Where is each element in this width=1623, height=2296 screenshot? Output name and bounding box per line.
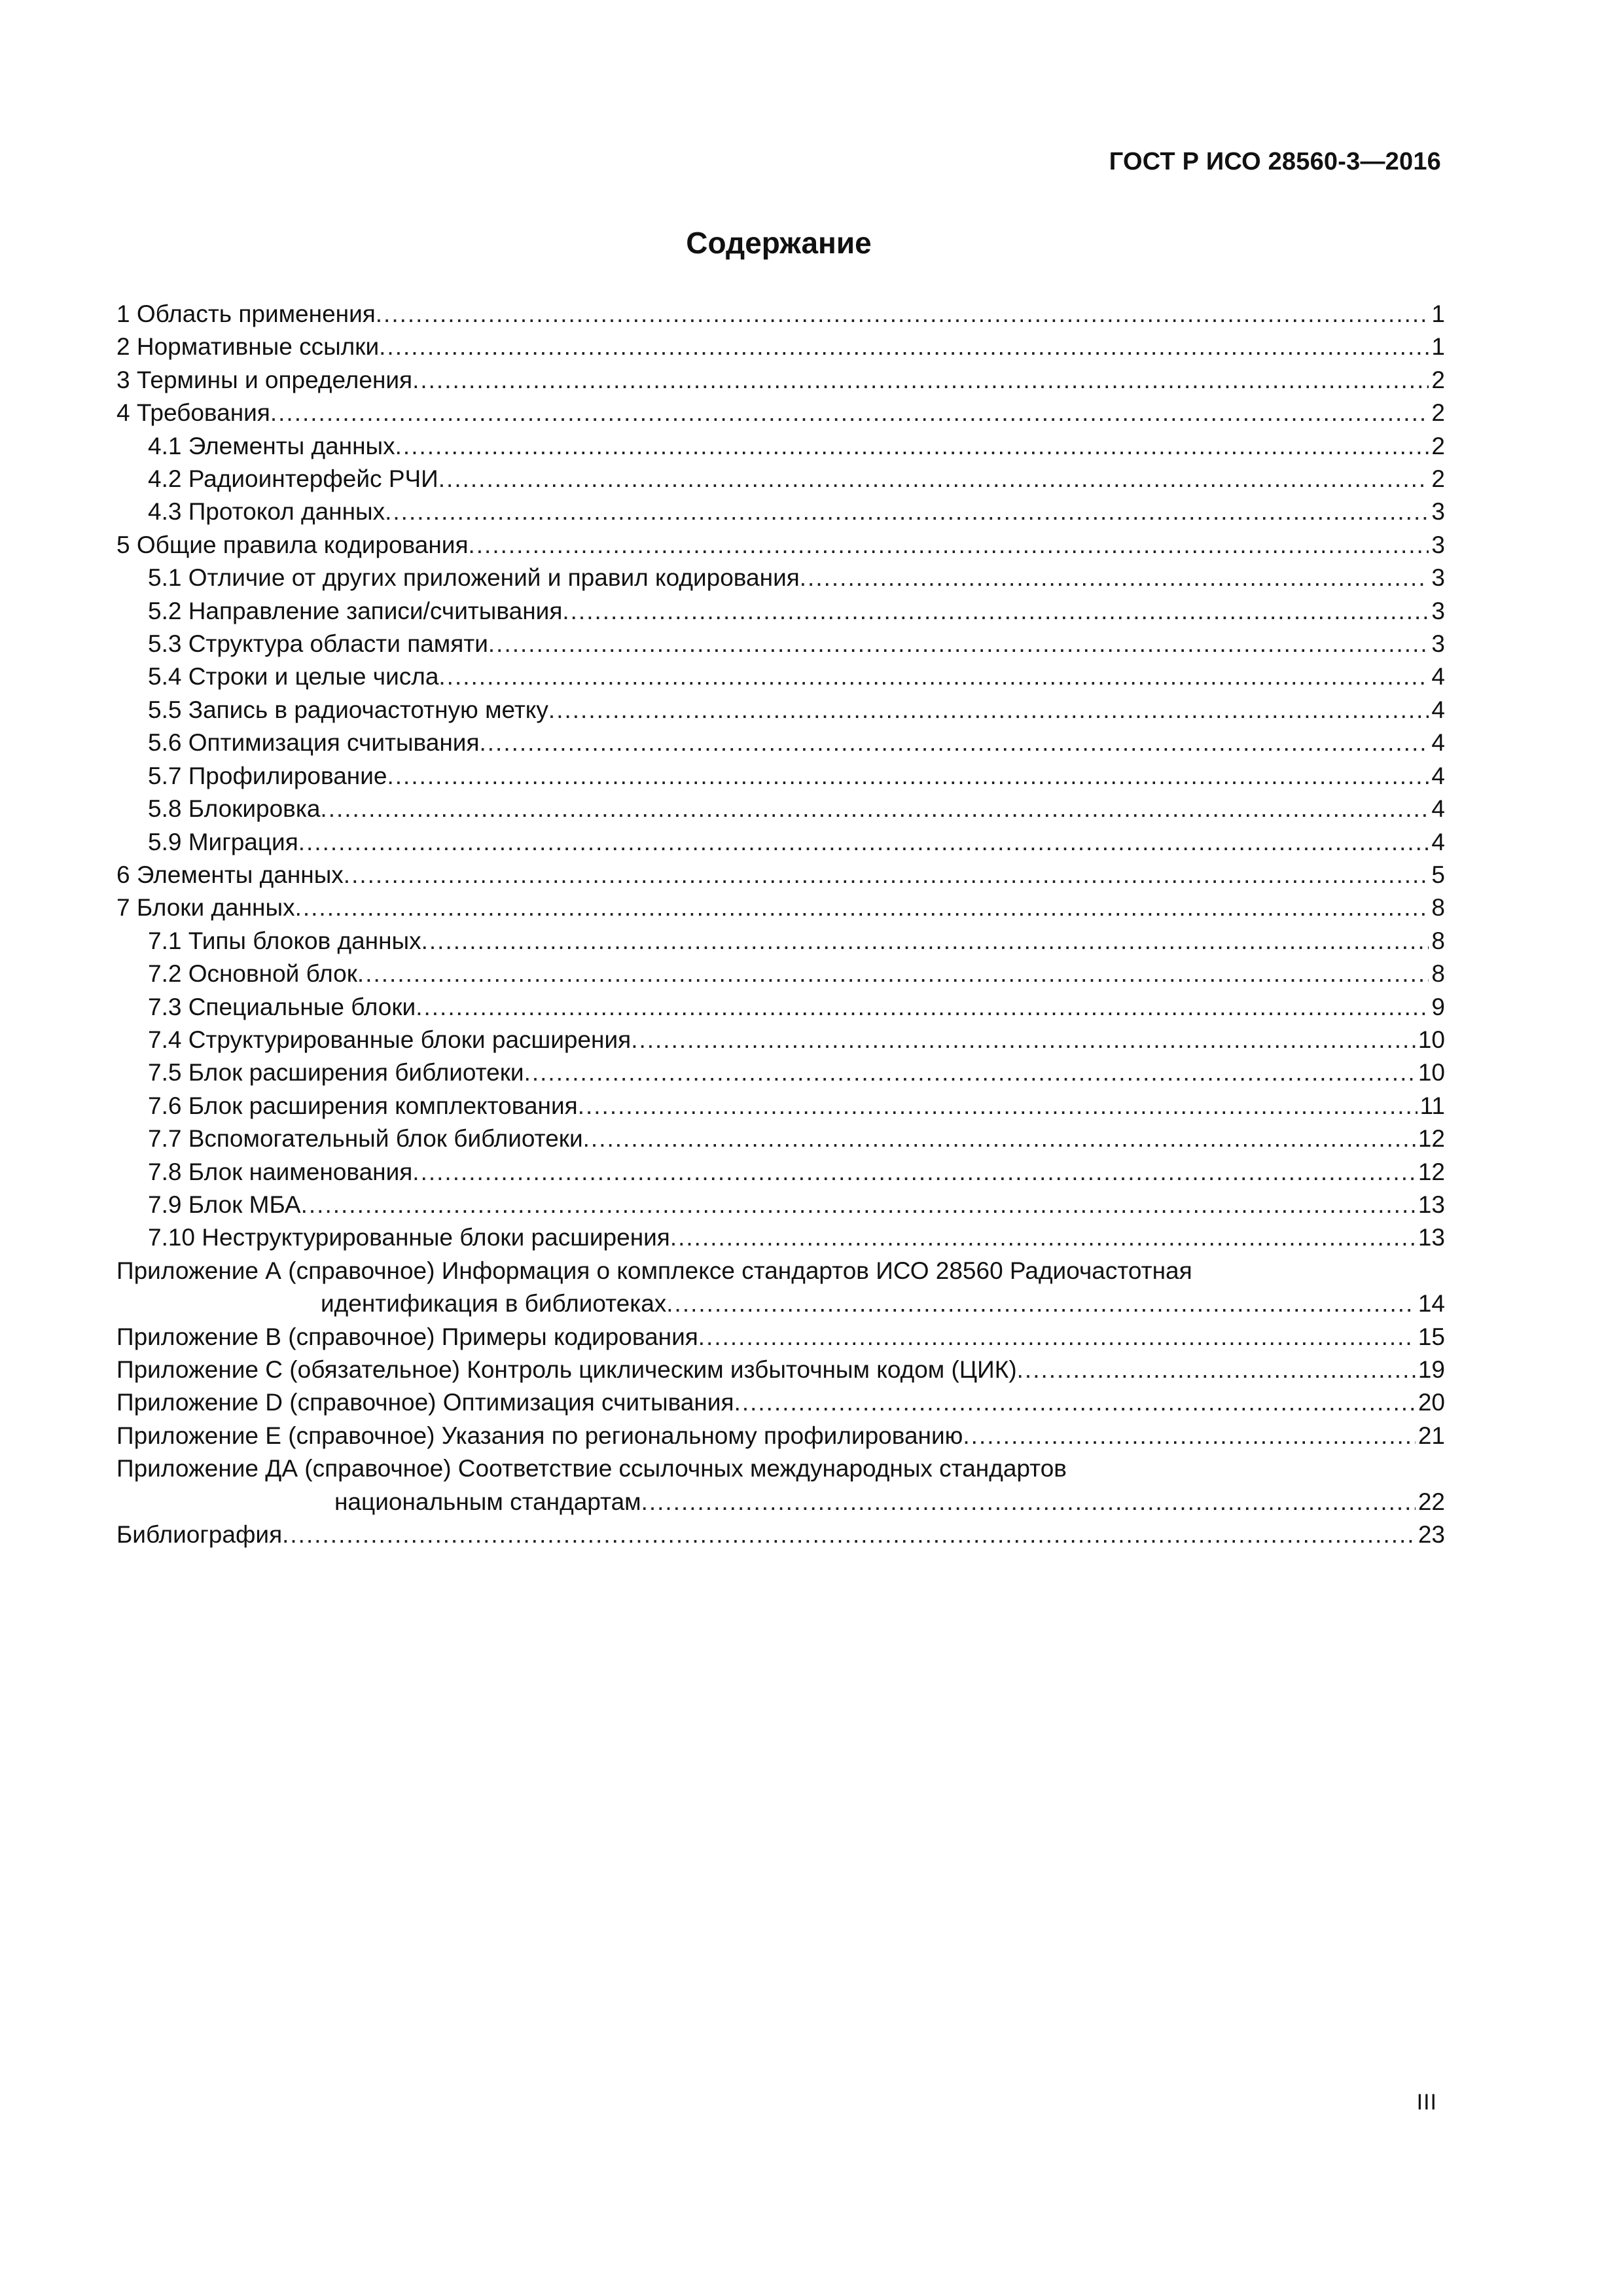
toc-entry-page: 4 [1431,729,1445,757]
toc-entry-label: Библиография [116,1521,283,1549]
toc-entry-label: 4 Требования [116,399,270,427]
toc-entry-label: 5.5 Запись в радиочастотную метку [148,696,548,723]
table-of-contents [116,298,1445,1551]
dot-leader [438,660,1429,693]
toc-subentry[interactable] [116,826,1445,859]
toc-entry-page: 8 [1431,927,1445,954]
toc-entry-label-line1: Приложение А (справочное) Информация о комплексе стандартов ИСО 28560 Радиочастотная [116,1257,1192,1284]
dot-leader [963,1420,1415,1452]
toc-subentry[interactable] [116,991,1445,1024]
toc-entry-label: 7.5 Блок расширения библиотеки [148,1059,524,1086]
toc-entry-label: 2 Нормативные ссылки [116,333,380,361]
dot-leader [412,1156,1416,1189]
toc-entry[interactable] [116,891,1445,924]
toc-entry-label: 7.3 Специальные блоки [148,993,416,1020]
dot-leader [270,397,1429,429]
dot-leader [298,826,1429,859]
toc-entry-label-line1: Приложение ДА (справочное) Соответствие ссылочных международных стандартов [116,1455,1067,1482]
dot-leader [469,529,1429,562]
toc-entry-page: 2 [1431,366,1445,393]
toc-subentry[interactable] [116,694,1445,726]
toc-entry-label: Приложение Е (справочное) Указания по региональному профилированию [116,1422,963,1449]
toc-entry-label: 7.6 Блок расширения комплектования [148,1092,578,1119]
toc-entry-page: 12 [1418,1125,1445,1153]
toc-subentry[interactable] [116,562,1445,594]
toc-entry-label: 4.2 Радиоинтерфейс РЧИ [148,465,438,493]
toc-subentry[interactable] [116,595,1445,628]
toc-entry-label-line2: национальным стандартам [334,1488,641,1515]
toc-entry-page: 13 [1418,1224,1445,1251]
toc-entry[interactable] [116,397,1445,429]
toc-entry[interactable] [116,298,1445,331]
toc-entry-page: 8 [1431,960,1445,988]
toc-entry[interactable] [116,364,1445,397]
toc-entry-page: 3 [1431,498,1445,526]
toc-appendix-entry[interactable] [116,1420,1445,1452]
toc-entry-label: 5.2 Направление записи/считывания [148,597,563,624]
dot-leader [416,991,1429,1024]
toc-entry-page: 1 [1431,333,1445,361]
dot-leader [438,463,1429,495]
toc-subentry[interactable] [116,1056,1445,1089]
toc-entry-label: 5.7 Профилирование [148,762,387,789]
toc-entry-page: 4 [1431,828,1445,855]
toc-entry[interactable] [116,331,1445,363]
page-number: III [1416,2090,1437,2115]
dot-leader [320,793,1429,825]
dot-leader [583,1122,1416,1155]
toc-subentry[interactable] [116,463,1445,495]
toc-entry-label: 5.8 Блокировка [148,795,321,823]
toc-subentry[interactable] [116,1024,1445,1056]
toc-entry-label: 7.10 Неструктурированные блоки расширения [148,1224,670,1251]
toc-entry-page: 10 [1418,1026,1445,1053]
toc-entry-label: 7.1 Типы блоков данных [148,927,421,954]
toc-subentry[interactable] [116,1090,1445,1122]
toc-entry-page: 12 [1418,1158,1445,1185]
dot-leader [698,1321,1416,1354]
toc-entry-label: 1 Область применения [116,300,376,327]
dot-leader [734,1386,1416,1419]
dot-leader [301,1189,1416,1221]
dot-leader [524,1056,1416,1089]
dot-leader [344,859,1429,891]
dot-leader [376,298,1429,331]
dot-leader [666,1287,1416,1320]
toc-subentry[interactable] [116,430,1445,463]
toc-entry-page: 4 [1431,696,1445,723]
toc-subentry[interactable] [116,1189,1445,1221]
toc-entry-page: 1 [1431,300,1445,327]
toc-appendix-entry[interactable] [116,1354,1445,1386]
dot-leader [282,1518,1416,1551]
dot-leader [548,694,1429,726]
dot-leader [578,1090,1418,1122]
toc-entry-page: 23 [1418,1521,1445,1549]
toc-entry-page: 4 [1431,663,1445,691]
toc-entry-label: 5.3 Структура области памяти [148,630,488,658]
dot-leader [387,760,1429,793]
toc-title: Содержание [686,226,872,260]
dot-leader [1017,1354,1416,1386]
toc-entry-label: 7.9 Блок МБА [148,1191,301,1218]
toc-subentry[interactable] [116,925,1445,958]
toc-entry-label: 5 Общие правила кодирования [116,531,469,558]
toc-entry-label: 7.2 Основной блок [148,960,357,988]
toc-subentry[interactable] [116,660,1445,693]
toc-subentry[interactable] [116,793,1445,825]
toc-subentry[interactable] [116,1156,1445,1189]
toc-entry-page: 2 [1431,432,1445,459]
toc-entry-page: 3 [1431,630,1445,658]
toc-entry-page: 3 [1431,531,1445,558]
toc-appendix-entry[interactable] [116,1255,1445,1321]
toc-entry-label: 6 Элементы данных [116,861,344,888]
toc-entry-page: 5 [1431,861,1445,888]
toc-entry-label: 7.7 Вспомогательный блок библиотеки [148,1125,583,1153]
toc-subentry[interactable] [116,1221,1445,1254]
toc-entry-page: 8 [1431,894,1445,922]
toc-entry-page: 3 [1431,597,1445,624]
toc-entry-label: 7.4 Структурированные блоки расширения [148,1026,632,1053]
toc-appendix-entry[interactable] [116,1386,1445,1419]
toc-entry-page: 13 [1418,1191,1445,1218]
toc-entry-label: 4.1 Элементы данных [148,432,395,459]
toc-entry-label: Приложение В (справочное) Примеры кодирования [116,1323,698,1350]
dot-leader [379,331,1429,363]
dot-leader [480,726,1429,759]
toc-entry-page: 21 [1418,1422,1445,1449]
toc-subentry[interactable] [116,1122,1445,1155]
toc-entry-label: 5.4 Строки и целые числа [148,663,439,691]
toc-entry-label: Приложение D (справочное) Оптимизация считывания [116,1389,734,1416]
toc-entry-page: 15 [1418,1323,1445,1350]
dot-leader [562,595,1429,628]
dot-leader [421,925,1429,958]
toc-appendix-entry[interactable] [116,1321,1445,1354]
dot-leader [488,628,1429,660]
toc-entry[interactable] [116,529,1445,562]
dot-leader [295,891,1429,924]
dot-leader [395,430,1429,463]
toc-entry-page: 20 [1418,1389,1445,1416]
toc-entry-label: 5.6 Оптимизация считывания [148,729,480,757]
dot-leader [670,1221,1416,1254]
toc-appendix-entry[interactable] [116,1452,1445,1518]
toc-entry-page: 3 [1431,564,1445,592]
toc-entry-label: 7.8 Блок наименования [148,1158,413,1185]
toc-entry[interactable] [116,859,1445,891]
toc-subentry[interactable] [116,726,1445,759]
dot-leader [631,1024,1416,1056]
toc-entry-page: 19 [1418,1356,1445,1383]
toc-entry-page: 4 [1431,795,1445,823]
dot-leader [385,495,1429,528]
dot-leader [800,562,1429,594]
dot-leader [412,364,1429,397]
toc-subentry[interactable] [116,495,1445,528]
toc-entry-label: 3 Термины и определения [116,366,413,393]
dot-leader [641,1486,1416,1518]
toc-entry-label: 5.9 Миграция [148,828,298,855]
toc-entry-label: 7 Блоки данных [116,894,295,922]
toc-subentry[interactable] [116,628,1445,660]
toc-subentry[interactable] [116,958,1445,990]
toc-entry-page: 14 [1418,1290,1445,1318]
toc-entry-label: 4.3 Протокол данных [148,498,385,526]
toc-entry-page: 11 [1419,1092,1445,1119]
toc-entry-label-line2: идентификация в библиотеках [321,1290,667,1318]
toc-entry-page: 10 [1418,1059,1445,1086]
dot-leader [357,958,1429,990]
toc-entry-page: 22 [1418,1488,1445,1515]
toc-subentry[interactable] [116,760,1445,793]
document-code-header: ГОСТ Р ИСО 28560-3—2016 [1109,148,1441,175]
toc-entry-label: 5.1 Отличие от других приложений и правил кодирования [148,564,800,592]
toc-bibliography-entry[interactable] [116,1518,1445,1551]
toc-entry-page: 2 [1431,399,1445,427]
toc-entry-page: 4 [1431,762,1445,789]
toc-entry-page: 2 [1431,465,1445,493]
toc-entry-label: Приложение С (обязательное) Контроль циклическим избыточным кодом (ЦИК) [116,1356,1017,1383]
toc-entry-page: 9 [1431,993,1445,1020]
